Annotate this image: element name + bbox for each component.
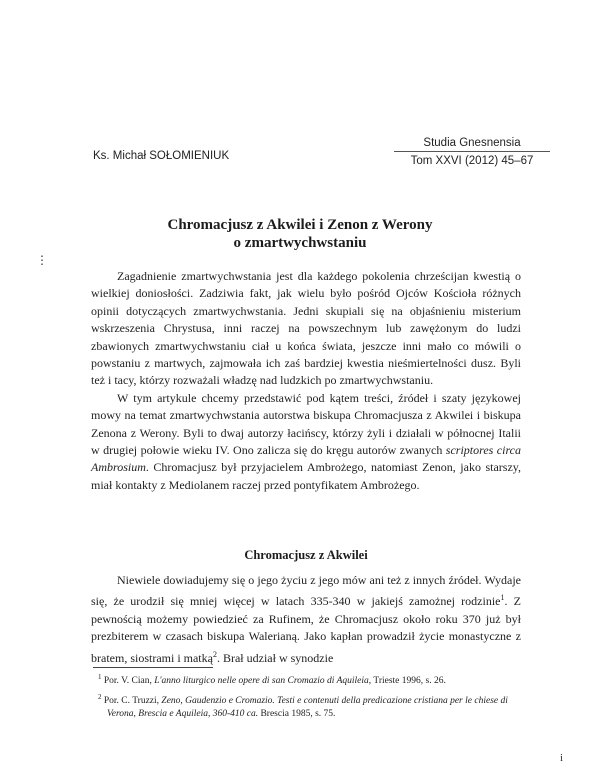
footnote-2-text-b: Brescia 1985, s. 75. <box>258 709 336 720</box>
journal-volume: Tom XXVI (2012) 45–67 <box>410 155 534 167</box>
footnote-2-italic: Zeno, Gaudenzio e Cromazio. Testi e contenuti della predicazione cristiana per le chiese di Verona, Brescia e Aquileia, 360-410 ca. <box>107 695 508 720</box>
intro-text <box>91 268 521 494</box>
footnote-1 <box>93 671 521 689</box>
section-paragraph-1 <box>91 572 521 667</box>
section-heading: Chromacjusz z Akwilei <box>244 548 368 562</box>
intro-p2-text-a: W tym artykule chcemy przedstawić pod kątem treści, źródeł i szaty językowej mowy na temat zmartwychwstania autorstwa biskupa Chromacjusza z Akwilei i biskupa Zenona z Werony. Byli to dwaj autorzy łacińscy, którzy żyli i działali w północnej Italii w drugiej połowie wieku IV. Ono zalicza się do kręgu autorów zwanych <box>91 390 521 458</box>
page-marker: i <box>560 752 564 764</box>
intro-p2-italic: scriptores circa Ambrosium <box>91 443 521 475</box>
footnote-2-text-a: Por. C. Truzzi, <box>103 695 162 706</box>
footnote-2 <box>93 691 521 722</box>
author-name: Ks. Michał SOŁOMIENIUK <box>93 150 230 162</box>
intro-paragraph-1: Zagadnienie zmartwychwstania jest dla każdego pokolenia chrześcijan kwestią o wielkiej doniosłości. Zadziwia fakt, jak wielu było pośród Ojców Kościoła różnych opinii dotyczących zmartwychwstania. Jedni skupiali się na objaśnieniu misterium wskrzeszenia Chrystusa, inni raczej na powszechnym lub zawężonym do ludzi zbawionych zmartwychwstaniu ciał u końca świata, jeszcze inni mało co mówili o powstaniu z martwych, zajmowała ich zaś bardziej kwestia nieśmiertelności dusz. Byli też i tacy, którzy rozważali władzę nad ludzkich po zmartwychwstaniu. <box>91 269 521 388</box>
section-text <box>91 572 521 667</box>
footnote-1-text-a: Por. V. Cian, <box>103 676 155 687</box>
footnote-ref-1[interactable]: 1 <box>500 593 505 603</box>
title-line-1: Chromacjusz z Akwilei i Zenon z Werony <box>167 217 433 233</box>
section-p1-part-1: Niewiele dowiadujemy się o jego życiu z jego mów ani też z innych źródeł. Wydaje się, że urodził się mniej więcej w latach 335-340 w jakiejś zamożnej rodzinie <box>91 573 521 609</box>
journal-info <box>392 136 552 169</box>
article-title <box>110 216 490 252</box>
intro-p2-text-b: . Chromacjusz był przyjacielem Ambrożego, natomiast Zenon, jako starszy, miał kontakty z Mediolanem raczej przed pontyfikatem Ambrożego. <box>91 460 521 492</box>
section-p1-part-2: . Z pewnością możemy powiedzieć za Rufinem, że Chromacjusz około roku 370 już był prezbiterem w czasach biskupa Walerianą. Jako kapłan prowadził życie monastyczne z bratem, siostrami i matką <box>91 594 521 665</box>
footnote-ref-2[interactable]: 2 <box>212 649 217 659</box>
margin-mark: ⋮ <box>36 253 48 267</box>
intro-paragraph-2 <box>91 390 521 494</box>
footnote-divider <box>93 667 213 668</box>
footnotes <box>93 671 521 724</box>
section-p1-part-3: . Brał udział w synodzie <box>216 650 334 665</box>
footnote-1-text-b: , Trieste 1996, s. 26. <box>368 676 446 687</box>
title-line-2: o zmartwychwstaniu <box>233 235 367 251</box>
footnote-1-italic: L'anno liturgico nelle opere di san Cromazio di Aquileia <box>154 676 369 687</box>
journal-name: Studia Gnesnensia <box>423 137 521 149</box>
footnote-1-number: 1 <box>98 673 102 681</box>
footnote-2-number: 2 <box>98 692 102 701</box>
journal-rule <box>394 151 550 152</box>
